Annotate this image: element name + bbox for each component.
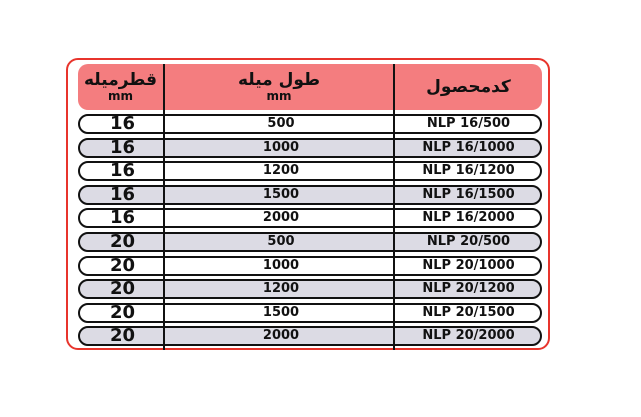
cell-diameter: 20 — [109, 231, 136, 252]
table-row — [78, 185, 542, 205]
cell-length: 1000 — [262, 258, 300, 273]
cell-code: NLP 16/1500 — [422, 187, 515, 202]
cell-length: 2000 — [262, 210, 300, 225]
table-row — [78, 303, 542, 323]
cell-code: NLP 20/1500 — [422, 305, 515, 320]
cell-diameter: 16 — [109, 160, 136, 181]
table-row — [78, 279, 542, 299]
cell-code: NLP 16/1200 — [422, 163, 515, 178]
table-header — [78, 64, 542, 110]
cell-length: 2000 — [262, 328, 300, 343]
cell-code: NLP 20/1200 — [422, 281, 515, 296]
cell-diameter: 16 — [109, 113, 136, 134]
cell-code: NLP 20/500 — [426, 234, 511, 249]
table-row — [78, 138, 542, 158]
table-row — [78, 161, 542, 181]
table-row — [78, 208, 542, 228]
cell-code: NLP 20/2000 — [422, 328, 515, 343]
cell-diameter: 20 — [109, 278, 136, 299]
column-divider-right — [393, 64, 395, 350]
header-length-unit: mm — [266, 89, 292, 103]
cell-length: 500 — [267, 234, 295, 249]
header-code-label: کدمحصول — [426, 76, 511, 97]
header-diameter-unit: mm — [107, 89, 133, 103]
cell-diameter: 20 — [109, 325, 136, 346]
cell-diameter: 16 — [109, 184, 136, 205]
cell-diameter: 16 — [109, 137, 136, 158]
cell-length: 1200 — [262, 163, 300, 178]
table-row — [78, 232, 542, 252]
cell-code: NLP 16/500 — [426, 116, 511, 131]
cell-length: 1000 — [262, 140, 300, 155]
cell-code: NLP 16/2000 — [422, 210, 515, 225]
cell-code: NLP 20/1000 — [422, 258, 515, 273]
cell-length: 1500 — [262, 305, 300, 320]
cell-diameter: 20 — [109, 255, 136, 276]
cell-length: 1500 — [262, 187, 300, 202]
cell-diameter: 20 — [109, 302, 136, 323]
header-diameter — [78, 64, 163, 110]
table-row — [78, 326, 542, 346]
header-diameter-label: قطرمیله — [84, 70, 157, 90]
cell-diameter: 16 — [109, 207, 136, 228]
cell-length: 500 — [267, 116, 295, 131]
cell-code: NLP 16/1000 — [422, 140, 515, 155]
column-divider-left — [163, 64, 165, 350]
table-row — [78, 256, 542, 276]
cell-length: 1200 — [262, 281, 300, 296]
header-code — [395, 64, 542, 110]
header-length-label: طول میله — [237, 70, 321, 90]
header-length — [165, 64, 393, 110]
table-row — [78, 114, 542, 134]
